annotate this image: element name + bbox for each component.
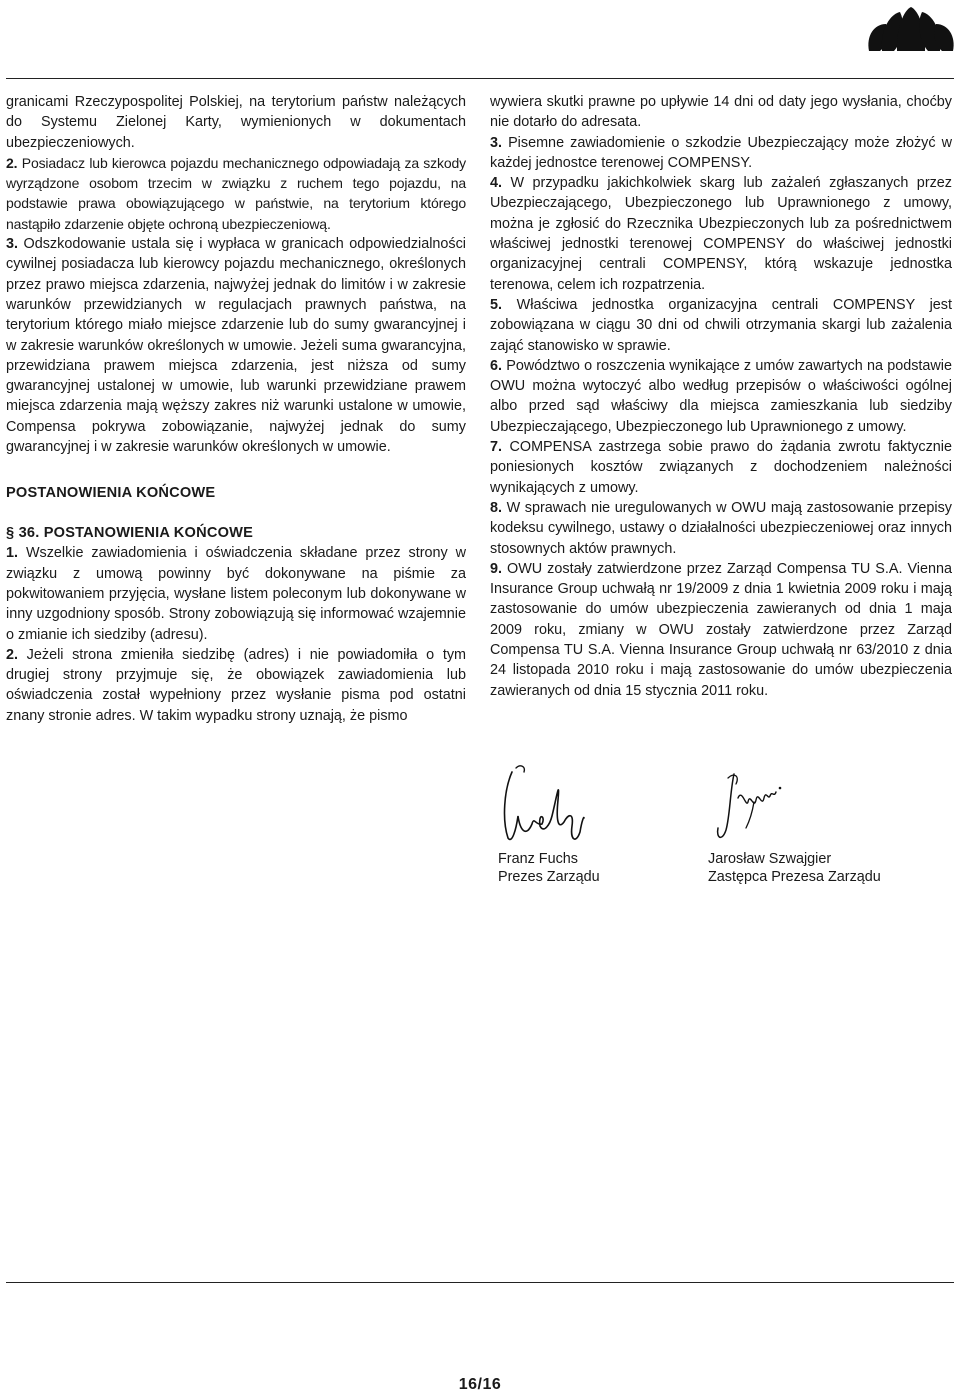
paragraph-text: Odszkodowanie ustala się i wypłaca w granicach odpowiedzialności cywilnej posiadacza lub kierowcy pojazdu mechanicznego, określonych przez prawo miejsca zdarzenia, najwyżej jednak do limitów i w zakresie warunków przewidzianych w regulacjach prawnych państwa, na terytorium którego miało miejsce zdarzenie lub do sumy gwarancyjnej i w zakresie warunków określonych w umowie. Jeżeli suma gwarancyjna, przewidziana prawem miejsca zdarzenia, jest niższa od sumy gwarancyjnej ustalonej w umowie, lub warunki przewidziane prawem miejsca zdarzenia mają węższy zakres niż warunki ustalone w umowie, Compensa pokrywa zobowiązanie, najwyżej jednak do sumy gwarancyjnej i w zakresie warunków określonych w umowie. <box>6 236 467 456</box>
section-heading: POSTANOWIENIA KOŃCOWE <box>6 485 216 502</box>
paragraph-text: OWU zostały zatwierdzone przez Zarząd Compensa TU S.A. Vienna Insurance Group uchwałą nr 19/2009 z dnia 1 kwietnia 2009 roku i mają zastosowanie do umów ubezpieczenia zawieranych od dnia 1 maja 2009 roku, zmiany w OWU zostały zatwierdzone przez Zarząd Compensa TU S.A. Vienna Insurance Group uchwałą nr 63/2010 z dnia 24 listopada 2010 roku i mają zastosowanie do umów ubezpieczenia zawieranych od dnia 15 stycznia 2011 roku. <box>490 560 952 699</box>
paragraph-2 <box>6 153 466 234</box>
signatory-role: Prezes Zarządu <box>498 869 600 885</box>
item-number: 2. <box>6 646 19 663</box>
item-number: 8. <box>490 499 503 516</box>
page-number: 16/16 <box>458 1376 502 1393</box>
paragraph-text: Wszelkie zawiadomienia i oświadczenia składane przez strony w związku z umową powinny być dokonywane na piśmie za pokwitowaniem przyjęcia, wysłane listem poleconym lub dokonywane w inny uzgodniony sposób. Strony zobowiązują się informować wzajemnie o zmianie ich siedziby (adresu). <box>6 545 467 643</box>
footer-rule <box>6 1282 954 1283</box>
paragraph-3 <box>6 234 466 457</box>
clause-7 <box>490 437 952 498</box>
item-number: 5. <box>490 296 503 313</box>
item-number: 1. <box>6 545 19 562</box>
item-number: 3. <box>6 236 19 253</box>
clause-2 <box>6 645 466 726</box>
paragraph: wywiera skutki prawne po upływie 14 dni od daty jego wysłania, choćby nie dotarło do adresata. <box>490 94 952 131</box>
handwritten-signature-icon <box>708 768 798 850</box>
header-rule <box>6 78 954 79</box>
signatory-role: Zastępca Prezesa Zarządu <box>708 869 881 885</box>
paragraph-text: Powództwo o roszczenia wynikające z umów zawartych na podstawie OWU można wytoczyć albo według przepisów o właściwości ogólnej albo przed sąd właściwy dla miejsca zamieszkania lub siedziby Ubezpieczającego, Ubezpieczonego lub Uprawnionego z umowy. <box>490 357 953 435</box>
paragraph-text: Pisemne zawiadomienie o szkodzie Ubezpieczający może złożyć w każdej jednostce terenowej COMPENSY. <box>490 134 952 171</box>
compensa-logo-icon <box>866 6 956 52</box>
signatory-name: Franz Fuchs <box>498 851 578 867</box>
clause-9 <box>490 559 952 701</box>
signatory-name: Jarosław Szwajgier <box>708 851 832 867</box>
clause-6 <box>490 356 952 437</box>
section-title: § 36. POSTANOWIENIA KOŃCOWE <box>6 525 254 542</box>
paragraph-text: Właściwa jednostka organizacyjna centrali COMPENSY jest zobowiązana w ciągu 30 dni od chwili otrzymania skargi lub zażalenia zająć stanowisko w sprawie. <box>490 296 952 354</box>
paragraph-text: Jeżeli strona zmieniła siedzibę (adres) i nie powiadomiła o tym drugiej strony przyjmuje się, że obowiązek zawiadomienia lub oświadczenia został wypełniony przez wysłanie pisma pod ostatni znany stronie adres. W takim wypadku strony uznają, że pismo <box>6 646 467 724</box>
paragraph: granicami Rzeczypospolitej Polskiej, na terytorium państw należących do Systemu Zielonej Karty, wymienionych w dokumentach ubezpieczeniowych. <box>6 94 466 151</box>
signature-block-president <box>498 760 600 886</box>
right-column <box>490 92 952 701</box>
clause-3 <box>490 133 952 174</box>
signature-block-vice-president <box>708 768 881 886</box>
item-number: 2. <box>6 154 18 171</box>
item-number: 6. <box>490 357 503 374</box>
item-number: 9. <box>490 560 503 577</box>
left-column <box>6 92 466 726</box>
clause-8 <box>490 498 952 559</box>
paragraph-text: W sprawach nie uregulowanych w OWU mają zastosowanie przepisy kodeksu cywilnego, ustawy o działalności ubezpieczeniowej oraz innych stosownych aktów prawnych. <box>490 499 952 557</box>
clause-4 <box>490 173 952 295</box>
paragraph-text: Posiadacz lub kierowca pojazdu mechanicznego odpowiadają za szkody wyrządzone osobom trzecim w związku z ruchem tego pojazdu, na podstawie prawa obowiązującego w państwie, na terytorium którego nastąpiło zdarzenie objęte ochroną ubezpieczeniową. <box>6 154 466 232</box>
clause-1 <box>6 543 466 644</box>
item-number: 3. <box>490 134 503 151</box>
clause-5 <box>490 295 952 356</box>
paragraph-text: W przypadku jakichkolwiek skarg lub zażaleń zgłaszanych przez Ubezpieczającego, Ubezpieczonego lub Uprawnionego z umowy, można je zgłosić do Rzecznika Ubezpieczonych lub za pośrednictwem właściwej jednostki terenowej COMPENSY do właściwej jednostki organizacyjnej centrali COMPENSY, którą wskazuje jednostka terenowa, celem ich rozpatrzenia. <box>490 175 952 293</box>
paragraph-text: COMPENSA zastrzega sobie prawo do żądania zwrotu faktycznie poniesionych kosztów związanych z dochodzeniem należności wynikających z umowy. <box>490 439 953 496</box>
item-number: 7. <box>490 439 503 456</box>
item-number: 4. <box>490 175 503 192</box>
handwritten-signature-icon <box>498 760 598 850</box>
